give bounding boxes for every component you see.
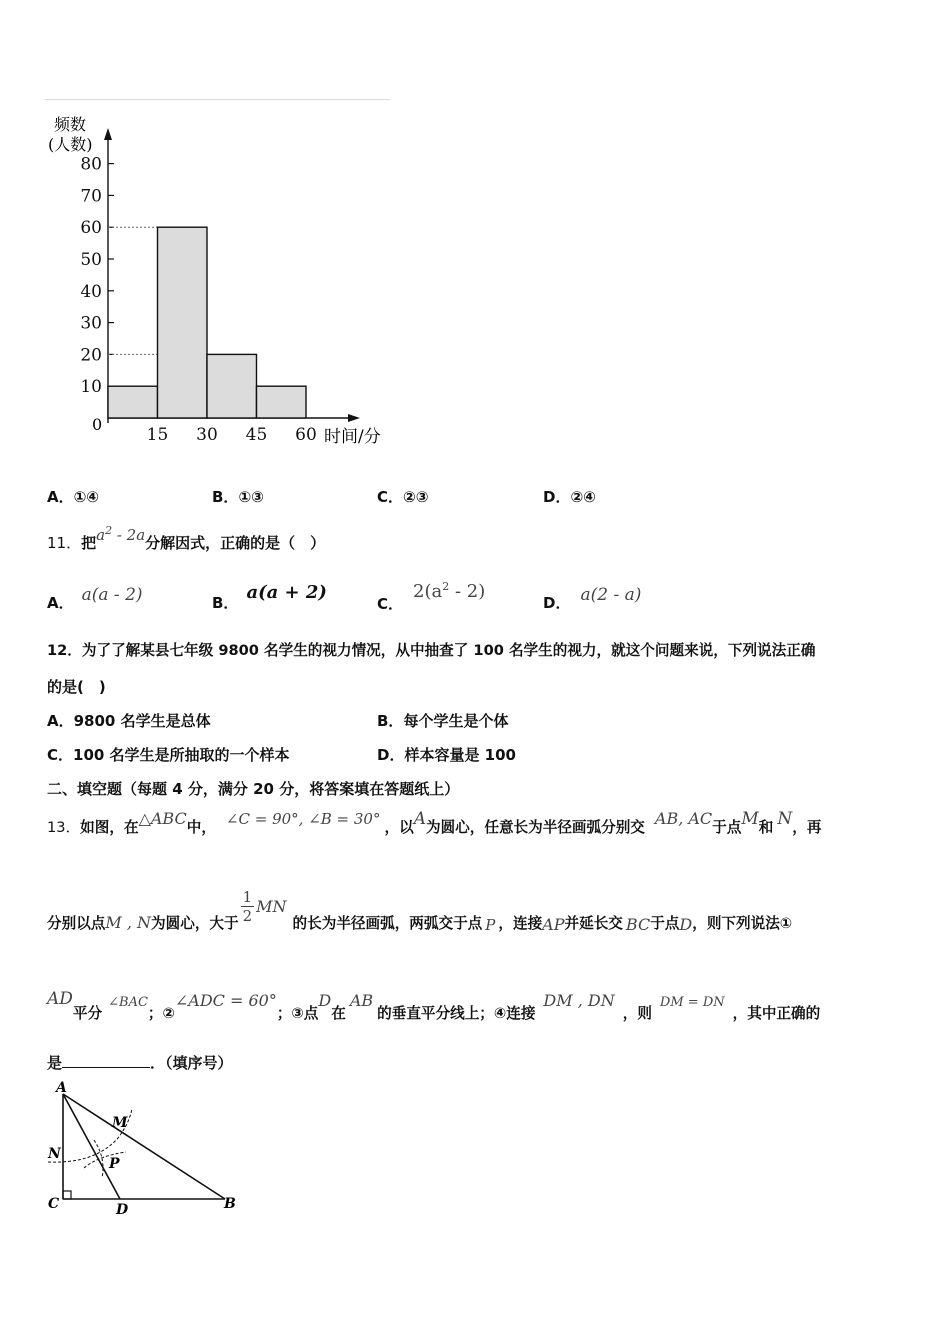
y-ticks (80, 155, 114, 398)
q12-option-c-letter: C． (47, 746, 74, 764)
q13-m-bac: ∠BAC (108, 995, 148, 1010)
bars (108, 227, 306, 418)
q11-option-d-math: a(2 - a) (580, 585, 642, 605)
q13-m-ad: AD (47, 989, 73, 1009)
q13-line2: 分别以点M , N为圆心，大于 $\frac{1}{2}$ MN的长为半径画弧，两弧交于点 P ，连接AP并延长交 BC于点D，则下列说法① (47, 888, 793, 934)
arc-from-m (84, 1152, 126, 1168)
q10-option-b-text: ①③ (238, 488, 264, 506)
y-tick-label: 50 (80, 250, 102, 270)
top-rule (45, 99, 390, 100)
q11-expr-a: a (96, 526, 106, 544)
label-a: A (56, 1080, 67, 1096)
y-tick-label: 10 (80, 377, 102, 398)
histogram-bar (158, 227, 208, 418)
q11-option-c-math-post: - 2) (449, 581, 486, 602)
q10-option-b-letter: B． (212, 488, 239, 506)
q13-line3: AD平分∠BAC；②∠ADC = 60°；③点D在AB的垂直平分线上；④连接DM , DN，则DM = DN，其中正确的 (47, 989, 821, 1022)
label-n: N (48, 1146, 61, 1162)
q13-m-d: D (679, 915, 693, 934)
q11-option-b[interactable] (212, 582, 327, 612)
q13-m-dmdn: DM , DN (543, 991, 615, 1010)
histogram-bar (207, 354, 257, 418)
label-p: P (109, 1156, 120, 1172)
q11-option-b-letter: B． (212, 594, 239, 612)
q13-fraction: $\frac{1}{2}$ (242, 888, 253, 925)
q13-m-m: M (741, 809, 759, 829)
histogram (40, 108, 400, 453)
q13-m-p: P (485, 916, 496, 934)
q10-option-a-text: ①④ (73, 488, 100, 506)
q13-m-ab: AB (349, 991, 374, 1010)
q11-option-a-math: a(a - 2) (81, 585, 143, 605)
q13-m-ap: AP (542, 915, 565, 934)
answer-blank[interactable] (62, 1053, 150, 1068)
q13-m-d2: D (318, 991, 332, 1010)
histogram-bar (257, 386, 307, 418)
y-tick-label: 80 (80, 154, 102, 175)
label-d: D (116, 1202, 129, 1218)
x-tick-label: 15 (146, 425, 169, 445)
q13-m-mn: M , N (105, 913, 152, 932)
q11-option-b-math: a(a + 2) (246, 582, 327, 603)
q12-option-a[interactable] (47, 710, 211, 731)
y-tick-label: 30 (80, 313, 102, 334)
y-axis-arrow (104, 128, 112, 140)
q10-option-d-text: ②④ (570, 488, 596, 506)
q11-number: 11． (47, 534, 82, 552)
q13-m-bc: BC (625, 915, 651, 934)
triangle-figure (40, 1078, 250, 1218)
y-tick-label: 40 (80, 281, 102, 302)
q12-option-a-text: 9800 名学生是总体 (73, 712, 211, 730)
label-c: C (48, 1196, 60, 1212)
section-heading: 二、填空题（每题 4 分，满分 20 分，将答案填在答题纸上） (47, 780, 460, 798)
y-tick-label: 20 (80, 345, 102, 366)
q11-expr-exp: 2 (105, 524, 113, 537)
q10-option-c-letter: C． (377, 488, 404, 506)
q13-m-n: N (777, 809, 793, 829)
q11-option-c-math-pre: 2(a (413, 581, 443, 602)
q10-option-a[interactable] (47, 486, 99, 507)
q12-option-b-text: 每个学生是个体 (403, 712, 509, 730)
q13-line1: 13．如图，在△ABC中， ∠C = 90°, ∠B = 30° ，以A为圆心，任意长为半径画弧分别交 AB, AC于点M和 N，再 (47, 809, 822, 836)
q10-option-c[interactable] (377, 486, 428, 507)
q11-option-a-letter: A． (47, 594, 74, 612)
q13-m-adc: ∠ADC = 60° (174, 991, 277, 1010)
x-tick-label: 45 (245, 425, 268, 445)
side-ab (63, 1094, 225, 1199)
q12-option-d-text: 样本容量是 100 (404, 746, 516, 764)
q11-option-c-math-exp: 2 (442, 580, 450, 593)
q11-option-c-letter: C． (377, 595, 404, 613)
histogram-ylabel-line1: 频数 (54, 115, 87, 134)
q13-m-eq: DM = DN (659, 995, 725, 1010)
q13-m-abac: AB, AC (654, 809, 713, 828)
x-tick-label: 60 (295, 425, 317, 445)
q11-stem (47, 524, 326, 553)
q11-option-d[interactable] (543, 584, 642, 612)
q10-option-d-letter: D． (543, 488, 571, 506)
q12-line2: 的是( ) (47, 678, 106, 696)
histogram-ylabel-line2: (人数) (48, 135, 93, 154)
x-axis-label: 时间/分 (324, 427, 381, 447)
q12-option-d-letter: D． (377, 746, 405, 764)
right-angle-mark (63, 1191, 71, 1199)
x-tick-label: 30 (196, 425, 218, 445)
q12-option-c-text: 100 名学生是所抽取的一个样本 (73, 746, 290, 764)
q13-m-angles: ∠C = 90°, ∠B = 30° (225, 810, 381, 828)
q10-option-d[interactable] (543, 486, 596, 507)
y-tick-label: 70 (80, 186, 102, 207)
x-ticks (147, 425, 317, 445)
q12-option-b-letter: B． (377, 712, 404, 730)
q10-option-b[interactable] (212, 486, 264, 507)
q11-option-a[interactable] (47, 584, 143, 612)
x-axis-arrow (348, 414, 360, 422)
q12-line1: 12．为了了解某县七年级 9800 名学生的视力情况，从中抽查了 100 名学生的视力，就这个问题来说，下列说法正确 (47, 642, 816, 659)
y-tick-label: 60 (80, 218, 102, 239)
q11-option-c[interactable] (377, 580, 486, 613)
segment-ad (63, 1094, 120, 1199)
q12-option-c[interactable] (47, 744, 290, 765)
q12-option-d[interactable] (377, 744, 516, 765)
q13-number: 13． (47, 819, 81, 836)
label-m: M (112, 1115, 128, 1131)
q11-pre: 把 (81, 534, 97, 552)
label-b: B (224, 1196, 236, 1212)
q13-m-mn2: MN (256, 897, 287, 916)
q10-option-a-letter: A． (47, 488, 74, 506)
q12-option-a-letter: A． (47, 712, 74, 730)
origin-label: 0 (92, 415, 103, 434)
q10-option-c-text: ②③ (403, 488, 429, 506)
histogram-bar (108, 386, 158, 418)
q13-line4: 是 ．（填序号） (47, 1054, 233, 1072)
q11-option-d-letter: D． (543, 594, 571, 612)
q11-expr-rest: - 2a (112, 526, 146, 544)
q12-option-b[interactable] (377, 710, 508, 731)
q11-post: 分解因式，正确的是（ ） (145, 534, 326, 552)
q13-m-a: A (413, 809, 426, 829)
q13-m-tri: △ABC (138, 809, 187, 828)
